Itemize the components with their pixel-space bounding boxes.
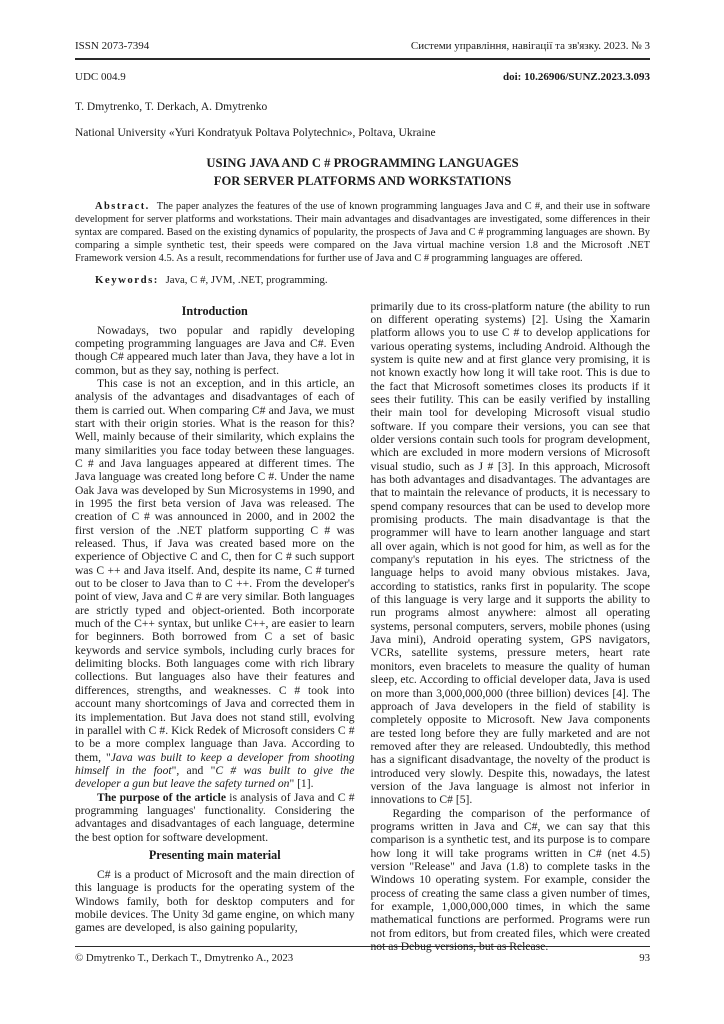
body-paragraph: Regarding the comparison of the performance of programs written in Java and C#, we can say that this comparison is a synthetic test, and its purpose is to compare how long it will take programs written in C# (net 4.5) version "Release" and Java (1.8) to complete tasks in the Windows 10 operating system. For example, consider the process of creating the same class a given number of times, for example, 1,000,000,000 times, in which the same mathematical functions are performed. Programs were run not from editors, but from created files, which were created not as Debug versions, but as Release. — [370, 806, 650, 954]
article-title-line1: USING JAVA AND C # PROGRAMMING LANGUAGES — [206, 156, 519, 170]
keywords-text: Java, C #, JVM, .NET, programming. — [165, 273, 328, 286]
keywords-label: Keywords: — [95, 273, 159, 286]
body-paragraph: C# is a product of Microsoft and the main direction of this language is products for the operating system of the Windows family, both for desktop computers and for mobile devices. The Unity 3d game engine, on which many games are developed, is also gaining popularity, — [75, 867, 355, 935]
journal-title: Системи управління, навігації та зв'язку. 2023. № 3 — [410, 40, 650, 52]
section-heading: Introduction — [181, 303, 248, 318]
article-title-line2: FOR SERVER PLATFORMS AND WORKSTATIONS — [213, 173, 512, 188]
abstract-text: The paper analyzes the features of the use of known programming languages Java and C #, and their use in software development for server platforms and workstations. Their main advantages and disadvantages are investigated, some differences in their syntax are compared. Based on the existing dynamics of popularity, the prospects of Java and C # programming languages are shown. By comparing a simple synthetic test, their speeds were compared on the Java virtual machine version 1.8 and the Microsoft .NET Framework version 4.5. As a result, recommendations for further use of Java and C # programming languages are offered. — [75, 201, 650, 264]
right-column — [371, 300, 651, 962]
copyright-line: © Dmytrenko T., Derkach T., Dmytrenko A., 2023 — [75, 952, 294, 964]
header-rule — [75, 58, 650, 60]
journal-header — [75, 40, 650, 53]
article-title — [75, 155, 650, 190]
authors-line: T. Dmytrenko, T. Derkach, A. Dmytrenko — [75, 101, 268, 113]
keywords-block — [75, 274, 650, 287]
affiliation-line: National University «Yuri Kondratyuk Poltava Polytechnic», Poltava, Ukraine — [75, 127, 436, 139]
page-number: 93 — [639, 952, 650, 964]
body-paragraph: The purpose of the article is analysis of Java and C # programming languages' functionality. Considering the advantages and disadvantages of each language, determine the best option for software development. — [75, 790, 355, 844]
left-column — [75, 300, 355, 962]
body-paragraph: primarily due to its cross-platform nature (the ability to run on different operating systems) [2]. Using the Xamarin platform allows you to use C # to develop applications for various operating systems, including Android. Although the system is quite new and at first glance very promising, it is not known exactly how long it will take root. This is due to the fact that Microsoft sometimes closes its products if it sees their futility. This can be easily verified by installing their main tool for developing Microsoft visual studio software. If you compare their versions, you can see that older versions contain such tools for program development, which are excluded in more modern versions of Microsoft visual studio, such as J # [3]. In this approach, Microsoft has both advantages and disadvantages. The advantages are that to maintain the relevance of products, it is necessary to spend company resources that can be used to develop more promising products. The main disadvantage is that the programmer will have to learn another language and start all over again, which is not good for him, as well as for the company's reputation in his eyes. The strictness of the language helps to avoid many obvious mistakes. Java, according to statistics, ranks first in popularity. The scope of this language is very large and it supports the ability to run programs almost anywhere: almost all operating systems, personal computers, servers, mobile phones (using Java mini), Android operating system, GPS navigators, VCRs, satellite systems, pressure meters, heart rate monitors, even bracelets to measure the quality of human sleep, etc. According to official developer data, Java is used on more than 3,000,000,000 (three billion) devices [4]. The approach of Java developers in the field of stability is completely opposite to Microsoft. New Java components are tested long before they are fully marketed and are not removed after they are released. Undoubtedly, this method has a significant disadvantage, the novelty of the product is introduced very slowly. Despite this, nowadays, the latest version of the Java language is almost not inferior in innovations to C# [5]. — [370, 299, 650, 807]
section-heading: Presenting main material — [148, 847, 281, 862]
udc-doi-row — [75, 71, 650, 84]
abstract-label: Abstract. — [95, 201, 150, 212]
abstract-block — [75, 201, 650, 266]
doi-label: doi: 10.26906/SUNZ.2023.3.093 — [503, 71, 650, 83]
udc-label: UDC 004.9 — [75, 71, 126, 83]
body-paragraph: This case is not an exception, and in this article, an analysis of the advantages and disadvantages of each of them is carried out. When comparing C# and Java, we must start with their origin stories. What is the reason for this? Well, mainly because of their similarity, which explains the many similarities you face today between these languages. C # and Java languages appeared at different times. The Java language was created long before C #. Under the name Oak Java was developed by Sun Microsystems in 1990, and in 1995 the first beta version of Java was released. The creation of C # was announced in 2000, and in 2002 the first version of the .NET platform supporting C # was released. Thus, if Java was created based more on the experience of Objective C and C, then for C # such support was C ++ and Java itself. And, despite its name, C # turned out to be closer to Java than to C ++. From the developer's point of view, Java and C # are very similar. Both languages are strictly typed and object-oriented. Both incorporate much of the C++ syntax, but unlike C++, are easier to learn for beginners. Both borrowed from C a set of basic keywords and service symbols, including curly braces for delimiting blocks. Both languages come with rich library collections. But languages also have their features and differences, strengths, and weaknesses. C # took into account many shortcomings of Java and corrected them in its implementation. But Java does not stand still, evolving in parallel with C #. Kick Redek of Microsoft considers C # to be a more complex language than Java. According to them, "Java was built to keep a developer from shooting himself in the foot", and "C # was built to give the developer a gun but leave the safety turned on" [1]. — [75, 376, 355, 791]
page-footer — [75, 946, 650, 965]
issn-label: ISSN 2073-7394 — [75, 40, 150, 52]
two-column-body — [75, 300, 650, 962]
body-paragraph: Nowadays, two popular and rapidly developing competing programming languages are Java and C#. Even though C# appeared much later than Java, they have a lot in common, but as they say, nothing is perfect. — [75, 323, 355, 377]
